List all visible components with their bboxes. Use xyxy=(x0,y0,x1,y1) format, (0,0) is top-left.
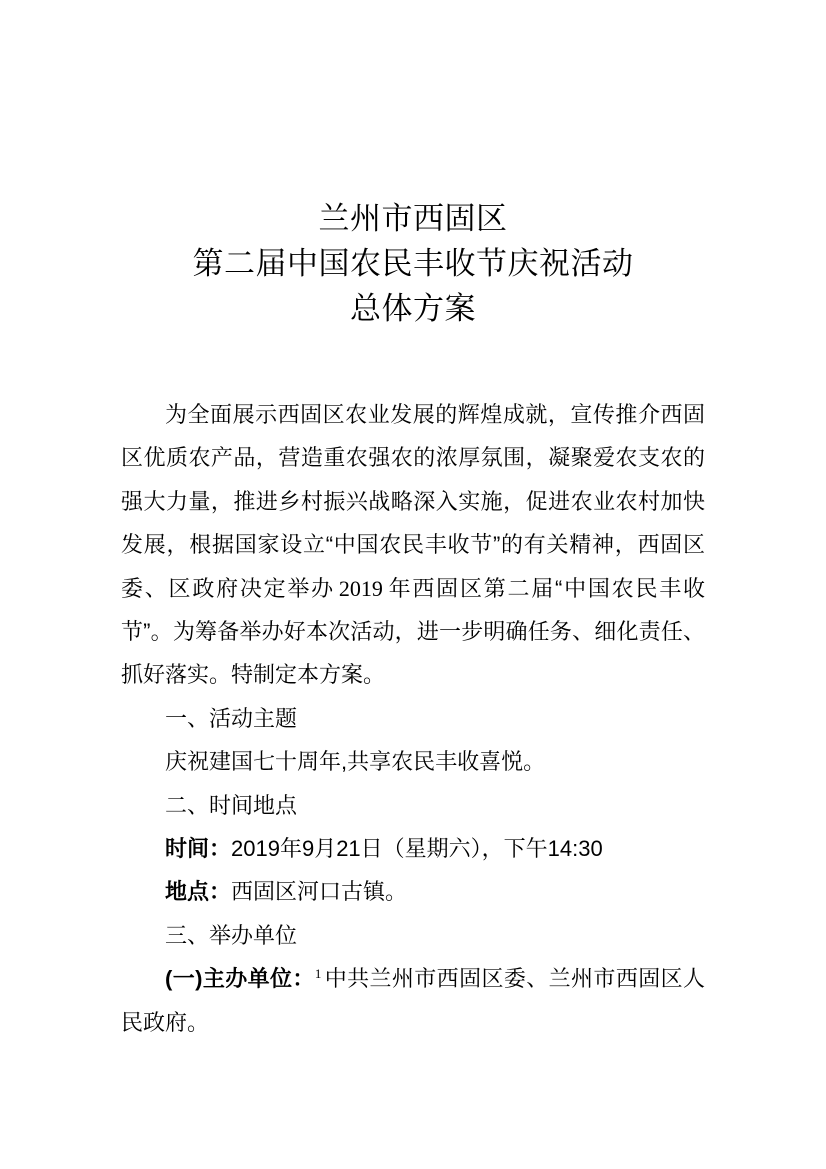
document-body xyxy=(121,393,705,1044)
organizer-label: (一)主办单位： xyxy=(165,966,315,992)
section-3-heading: 三、举办单位 xyxy=(165,922,298,948)
intro-text-after-year: 年西固区第二届“中国农民丰收节”。为筹备举办好本次活动，进一步明确任务、细化责任、抓好落实。特制定本方案。 xyxy=(121,575,705,688)
time-value: 2019年9月21日（星期六），下午14:30 xyxy=(231,836,603,862)
organizer-line xyxy=(121,957,705,1044)
footnote-reference-mark: 1 xyxy=(314,965,322,981)
place-line xyxy=(121,870,705,913)
title-line-3: 总体方案 xyxy=(350,291,476,326)
theme-line: 庆祝建国七十周年,共享农民丰收喜悦。 xyxy=(165,749,546,775)
place-label: 地点： xyxy=(165,879,232,905)
intro-year: 2019 xyxy=(338,575,383,601)
intro-paragraph xyxy=(121,393,705,697)
title-line-1: 兰州市西固区 xyxy=(318,201,508,236)
time-label: 时间： xyxy=(165,836,232,862)
intro-text-before-year: 为全面展示西固区农业发展的辉煌成就，宣传推介西固区优质农产品，营造重农强农的浓厚氛围，凝聚爱农支农的强大力量，推进乡村振兴战略深入实施，促进农业农村加快发展，根据国家设立“中国农民丰收节”的有关精神，西固区委、区政府决定举办 xyxy=(121,402,705,601)
time-line xyxy=(121,827,705,870)
section-1-heading: 一、活动主题 xyxy=(165,705,298,731)
section-2-heading: 二、时间地点 xyxy=(165,792,298,818)
title-line-2: 第二届中国农民丰收节庆祝活动 xyxy=(192,246,634,281)
place-value: 西固区河口古镇。 xyxy=(231,879,408,905)
organizer-value: 中共兰州市西固区委、兰州市西固区人民政府。 xyxy=(121,966,705,1035)
document-title xyxy=(121,0,705,331)
